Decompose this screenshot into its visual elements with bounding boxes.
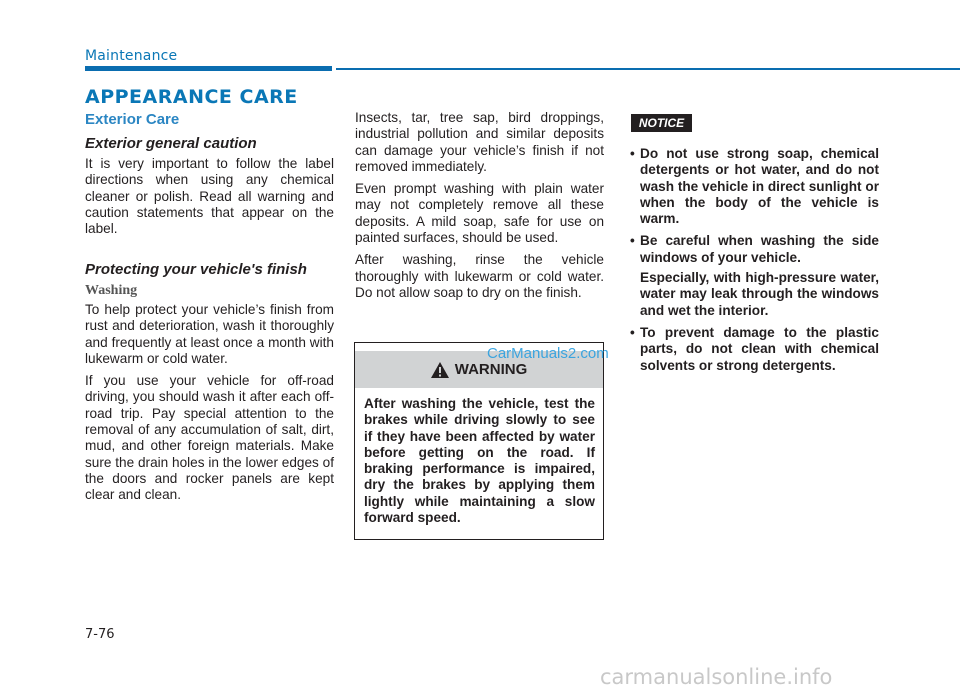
notice-item-text: To prevent damage to the plastic parts, do not clean with chemical solvents or strong detergents. xyxy=(640,324,879,373)
footer-watermark: carmanualsonline.info xyxy=(600,665,833,689)
paragraph-prompt-washing: Even prompt washing with plain water may not completely remove all these deposits. A mild soap, safe for use on painted surfaces, should be used. xyxy=(355,181,604,246)
list-item xyxy=(622,146,879,227)
bullet-icon: • xyxy=(630,146,635,161)
notice-item-extra: Especially, with high-pressure water, water may leak through the windows and wet the interior. xyxy=(640,270,879,318)
watermark-text: CarManuals2.com xyxy=(487,345,609,362)
paragraph-offroad: If you use your vehicle for off-road driving, you should wash it after each off-road trip. Pay special attention to the removal of any accumulation of salt, dirt, mud, and other foreign materials. Make sure the drain holes in the lower edges of the doors and rocker panels are kept clear and clean. xyxy=(85,373,334,503)
warning-label: WARNING xyxy=(454,361,528,378)
paragraph-rinse: After washing, rinse the vehicle thoroughly with lukewarm or cold water. Do not allow soap to dry on the finish. xyxy=(355,252,604,300)
heading-protecting-finish: Protecting your vehicle's finish xyxy=(85,261,307,278)
notice-badge: NOTICE xyxy=(631,114,692,132)
paragraph-insects: Insects, tar, tree sap, bird droppings, industrial pollution and similar deposits can damage your vehicle’s finish if not removed immediately. xyxy=(355,110,604,174)
warning-box xyxy=(354,342,604,540)
column-two-body xyxy=(355,110,604,307)
warning-triangle-icon xyxy=(431,362,449,378)
paragraph-wash-frequency: To help protect your vehicle’s finish from rust and deterioration, wash it thoroughly and frequently at least once a month with lukewarm or cold water. xyxy=(85,302,334,366)
page-number: 7-76 xyxy=(85,627,115,642)
bullet-icon: • xyxy=(630,324,635,340)
notice-item-text: Do not use strong soap, chemical detergents or hot water, and do not wash the vehicle in direct sunlight or when the body of the vehicle is warm. xyxy=(640,146,879,227)
bullet-icon: • xyxy=(630,233,635,249)
paragraph-label-directions xyxy=(85,156,334,243)
header-rule-thin xyxy=(336,68,960,70)
chapter-title: APPEARANCE CARE xyxy=(85,86,298,108)
list-item xyxy=(622,233,879,318)
notice-list xyxy=(622,146,879,380)
washing-body xyxy=(85,302,334,510)
heading-washing: Washing xyxy=(85,283,138,298)
notice-item-text: Be careful when washing the side windows of your vehicle. xyxy=(640,233,879,265)
header-rule-thick xyxy=(85,66,332,71)
paragraph-text: It is very important to follow the label directions when using any chemical cleaner or polish. Read all warning and caution statements that appear on the label. xyxy=(85,156,334,237)
list-item xyxy=(622,325,879,374)
heading-exterior-care: Exterior Care xyxy=(85,111,180,128)
section-label: Maintenance xyxy=(85,48,178,64)
heading-exterior-general-caution: Exterior general caution xyxy=(85,135,257,152)
warning-text: After washing the vehicle, test the brakes while driving slowly to see if they have been affected by water before getting on the road. If braking performance is impaired, dry the brakes by applying them lightly while maintaining a slow forward speed. xyxy=(364,396,595,526)
